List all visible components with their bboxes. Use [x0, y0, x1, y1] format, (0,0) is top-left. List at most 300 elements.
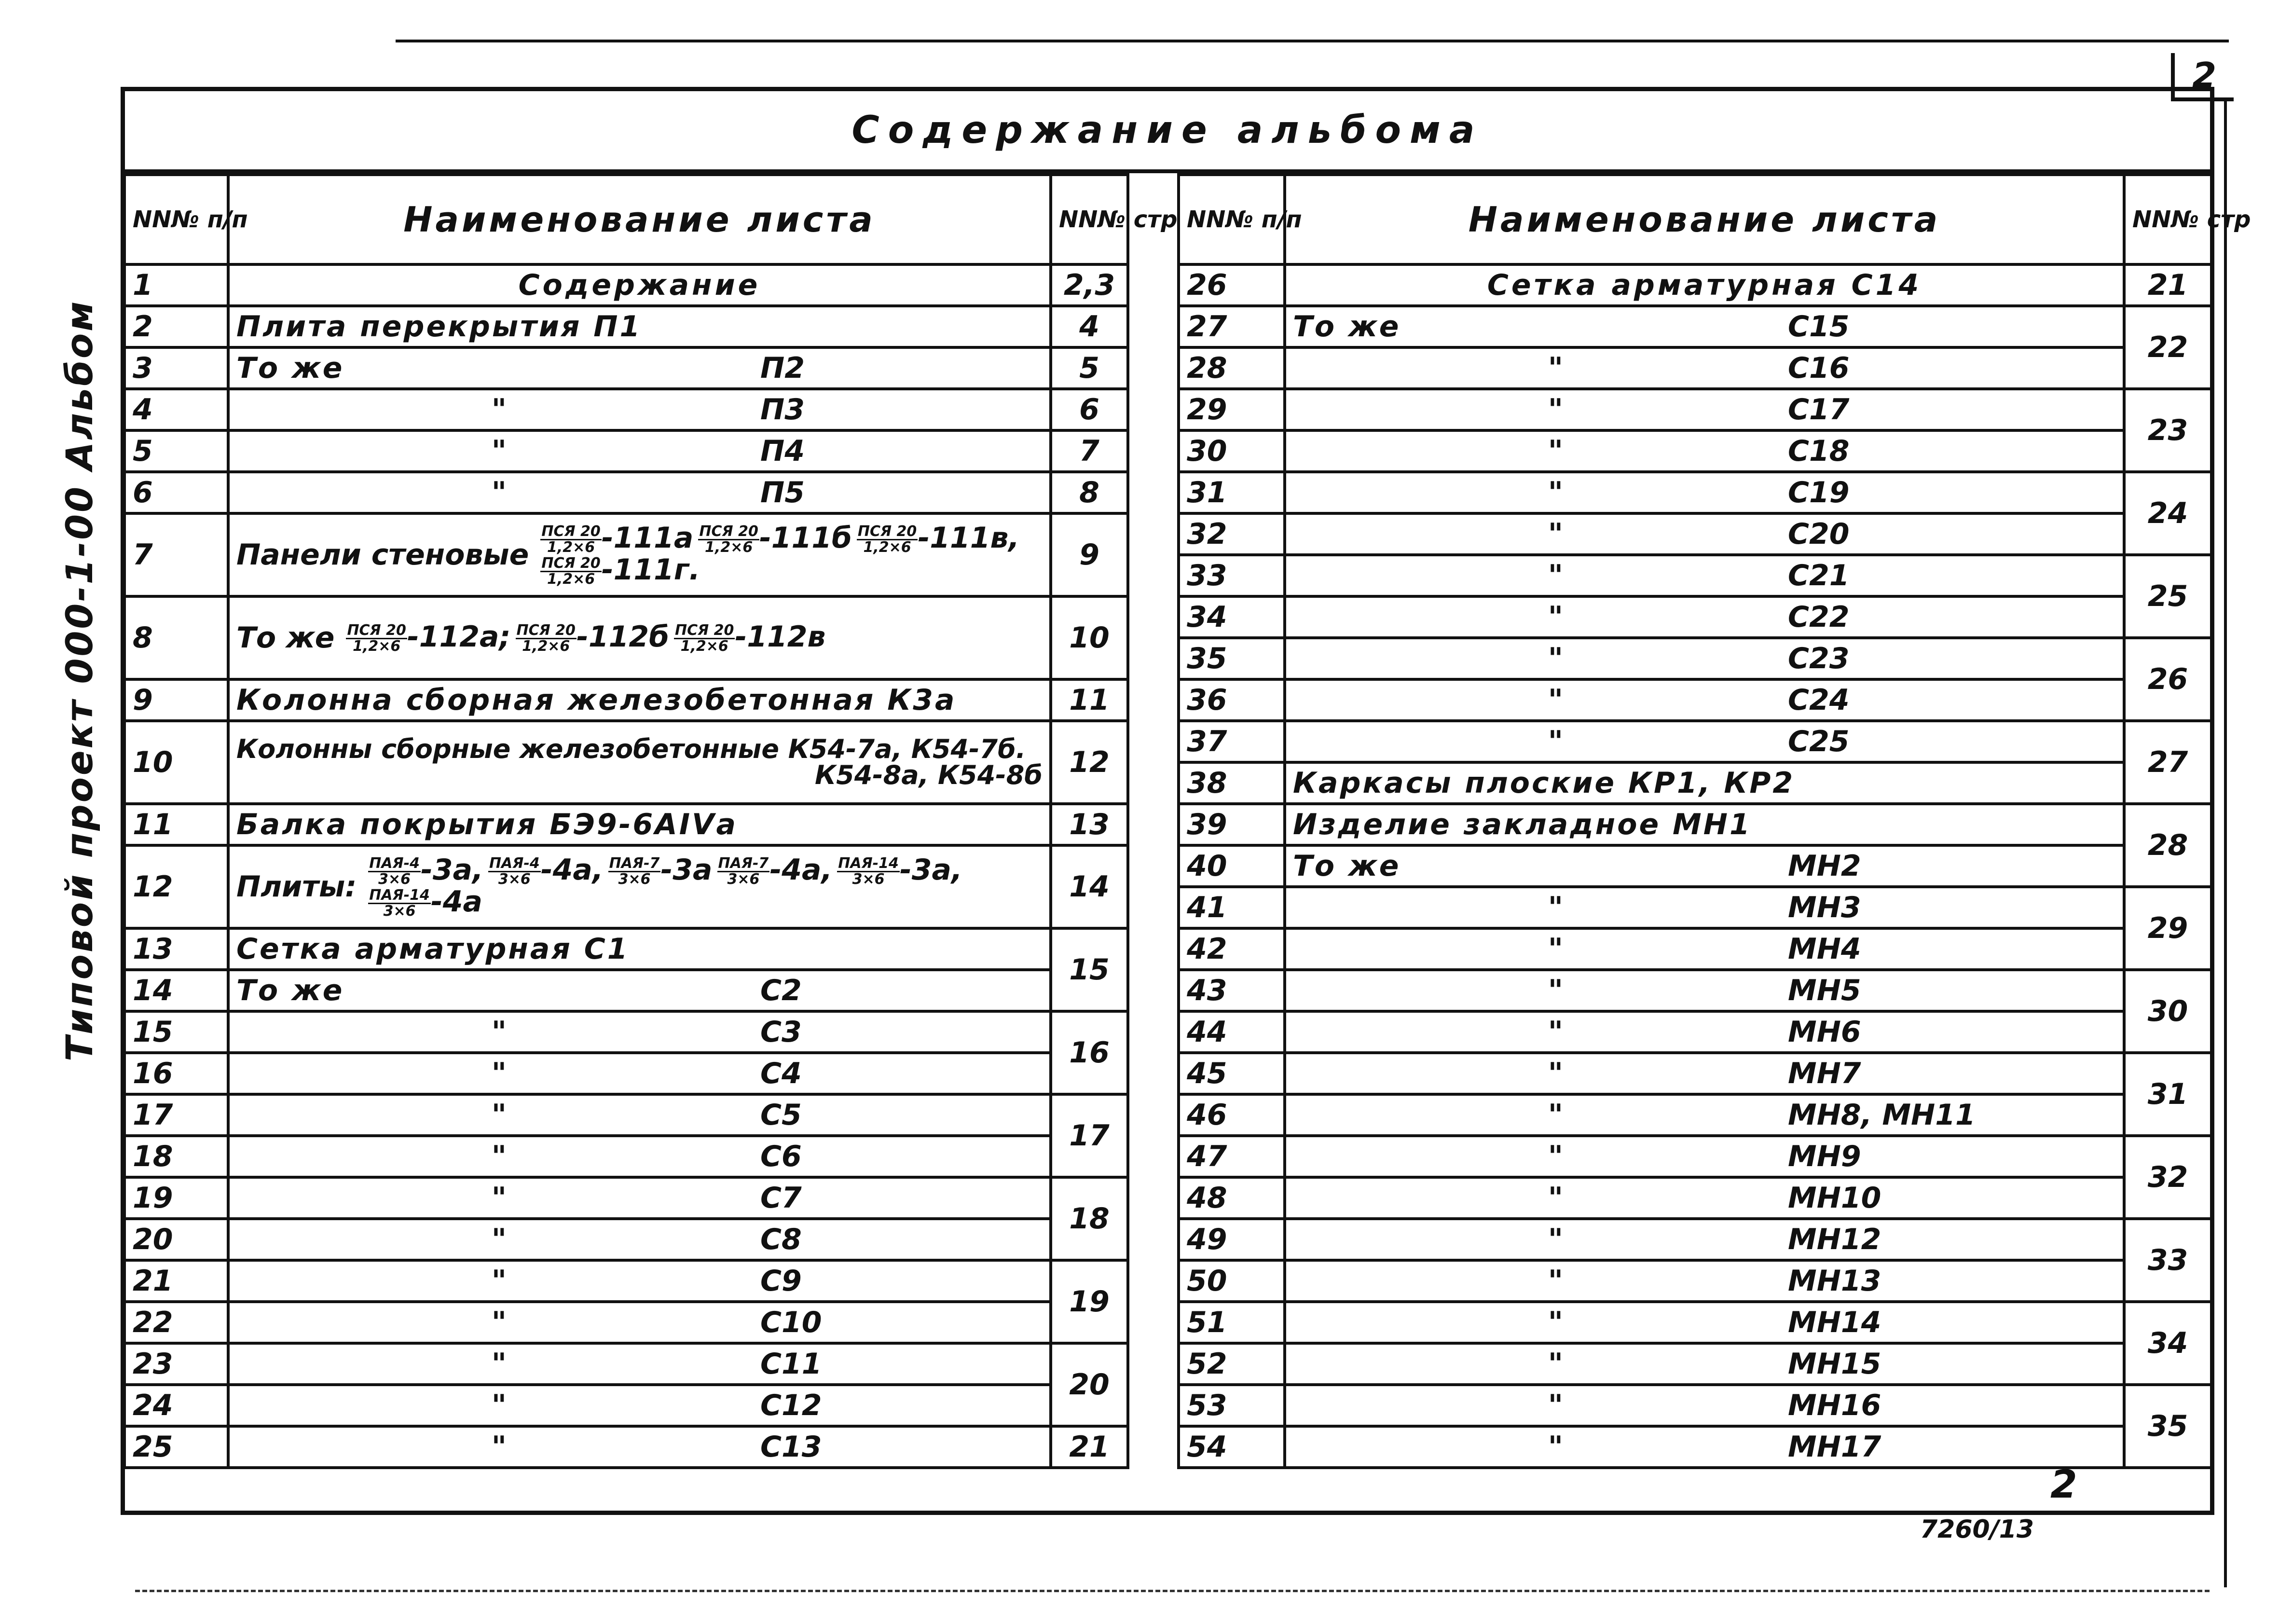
mark-fraction	[717, 856, 770, 887]
page-number-cell: 27	[2124, 721, 2211, 804]
table-row	[1179, 513, 2211, 555]
table-row	[1179, 1219, 2211, 1260]
sheet-code: С10	[760, 1306, 822, 1339]
page-number-cell: 29	[2124, 887, 2211, 970]
sheet-name	[228, 679, 1051, 721]
sheet-code: П5	[760, 476, 805, 509]
table-row	[124, 1219, 1128, 1260]
sheet-name-text: "	[1548, 725, 1563, 758]
sheet-name	[1285, 721, 2124, 762]
table-row	[1179, 1343, 2211, 1385]
row-number: 6	[124, 472, 228, 513]
sheet-name	[228, 1426, 1051, 1468]
table-row	[1179, 804, 2211, 845]
mark-suffix: -111а	[601, 521, 694, 555]
sheet-code: П2	[760, 351, 805, 385]
table-row	[1179, 472, 2211, 513]
sheet-name	[1285, 1426, 2124, 1468]
sheet-name	[1285, 1094, 2124, 1136]
table-row	[1179, 1177, 2211, 1219]
page-number-cell: 10	[1051, 596, 1128, 679]
mark-denominator: 1,2×6	[680, 638, 728, 655]
panel-marks	[540, 523, 1047, 587]
page-number-cell: 24	[2124, 472, 2211, 555]
table-row	[124, 1302, 1128, 1343]
sheet-code: С16	[1788, 351, 1850, 385]
table-row	[124, 1426, 1128, 1468]
sheet-code: С5	[760, 1098, 802, 1132]
row-number: 48	[1179, 1177, 1285, 1219]
page-title: Содержание альбома	[125, 91, 2210, 173]
page-number-cell: 23	[2124, 389, 2211, 472]
row-number: 5	[124, 430, 228, 472]
table-row	[124, 513, 1128, 596]
table-row	[1179, 679, 2211, 721]
page-number-cell: 34	[2124, 1302, 2211, 1385]
row-number: 31	[1179, 472, 1285, 513]
table-row	[124, 804, 1128, 845]
page-number-cell: 26	[2124, 638, 2211, 721]
mark-denominator: 3×6	[618, 871, 651, 888]
sheet-name-text: "	[1548, 393, 1563, 427]
sheet-code: МН10	[1788, 1181, 1881, 1215]
header-num: NN№ п/п	[1179, 175, 1285, 264]
sheet-name	[1285, 679, 2124, 721]
sheet-name	[228, 513, 1051, 596]
mark-suffix: -111в,	[918, 521, 1020, 555]
sheet-name	[1285, 347, 2124, 389]
table-row	[1179, 887, 2211, 928]
sheet-name	[228, 347, 1051, 389]
sheet-code: С24	[1788, 683, 1850, 717]
page-number-cell: 2,3	[1051, 264, 1128, 306]
sheet-name-text: "	[1548, 683, 1563, 717]
panel-mark	[674, 622, 826, 654]
table-header-row	[1179, 175, 2211, 264]
sheet-name	[1285, 887, 2124, 928]
mark-suffix: -4а,	[769, 853, 833, 887]
row-number: 52	[1179, 1343, 1285, 1385]
table-row	[1179, 845, 2211, 887]
sheet-name	[1285, 970, 2124, 1011]
mark-suffix: -4а	[430, 884, 482, 919]
page-number-cell: 7	[1051, 430, 1128, 472]
sheet-code: МН3	[1788, 891, 1861, 924]
sheet-name-text: "	[491, 1264, 507, 1298]
sheet-name	[1285, 555, 2124, 596]
sheet-name	[1285, 1219, 2124, 1260]
sheet-name	[228, 970, 1051, 1011]
sheet-code: С12	[760, 1389, 822, 1422]
panel-mark	[837, 855, 962, 887]
page-number-cell: 21	[2124, 264, 2211, 306]
mark-denominator: 1,2×6	[863, 539, 911, 556]
sheet-name	[228, 472, 1051, 513]
sheet-code: МН7	[1788, 1057, 1861, 1090]
sheet-name	[228, 1011, 1051, 1053]
page-number-cell: 35	[2124, 1385, 2211, 1468]
table-header-row	[124, 175, 1128, 264]
sheet-name	[228, 1260, 1051, 1302]
mark-numerator: ПАЯ-7	[609, 855, 660, 872]
row-number: 53	[1179, 1385, 1285, 1426]
row-number: 8	[124, 596, 228, 679]
mark-denominator: 1,2×6	[547, 570, 595, 588]
row-number: 16	[124, 1053, 228, 1094]
panel-mark	[368, 884, 482, 920]
row-number: 2	[124, 306, 228, 347]
sheet-code: С25	[1788, 725, 1850, 758]
sheet-code: МН6	[1788, 1015, 1861, 1049]
mark-suffix: -111б	[759, 521, 852, 555]
sheet-name	[1285, 1385, 2124, 1426]
panel-mark	[368, 855, 483, 887]
sheet-name	[1285, 1053, 2124, 1094]
sheet-name-text: Изделие закладное МН1	[1293, 808, 1752, 841]
row-number: 14	[124, 970, 228, 1011]
row-number: 39	[1179, 804, 1285, 845]
sheet-code: МН5	[1788, 974, 1861, 1007]
sheet-name	[1285, 1302, 2124, 1343]
row-number: 4	[124, 389, 228, 430]
page-number-cell: 28	[2124, 804, 2211, 887]
mark-fraction	[540, 524, 601, 555]
row-number: 45	[1179, 1053, 1285, 1094]
panel-mark	[857, 523, 1019, 555]
sheet-name-text: "	[491, 434, 507, 468]
mark-numerator: ПАЯ-4	[489, 855, 540, 872]
mark-denominator: 3×6	[852, 871, 885, 888]
sheet-name	[228, 1219, 1051, 1260]
sheet-name	[228, 1053, 1051, 1094]
sheet-name	[1285, 596, 2124, 638]
sheet-name	[228, 1094, 1051, 1136]
sheet-code: С2	[760, 974, 802, 1007]
table-row	[1179, 555, 2211, 596]
sheet-code: МН2	[1788, 849, 1861, 883]
sheet-name-text: "	[1548, 1347, 1563, 1381]
sheet-name-text: "	[1548, 1264, 1563, 1298]
mark-fraction	[516, 623, 577, 654]
sheet-name	[228, 845, 1051, 928]
page-number-cell: 12	[1051, 721, 1128, 804]
sheet-code: МН9	[1788, 1140, 1861, 1173]
sheet-name	[228, 804, 1051, 845]
sheet-name-text: "	[1548, 517, 1563, 551]
row-number: 50	[1179, 1260, 1285, 1302]
mark-suffix: -4а,	[540, 853, 604, 887]
page-number-cell: 30	[2124, 970, 2211, 1053]
page-number-cell: 4	[1051, 306, 1128, 347]
row-number: 33	[1179, 555, 1285, 596]
sheet-name	[1285, 928, 2124, 970]
table-row	[1179, 1260, 2211, 1302]
row-number: 37	[1179, 721, 1285, 762]
sheet-name	[1285, 430, 2124, 472]
sheet-code: С23	[1788, 642, 1850, 675]
sheet-name-text: Плита перекрытия П1	[236, 310, 642, 344]
sheet-code: С13	[760, 1430, 822, 1464]
mark-numerator: ПСЯ 20	[541, 523, 601, 540]
sheet-code: С6	[760, 1140, 802, 1173]
mark-numerator: ПАЯ-7	[718, 855, 769, 872]
mark-fraction	[488, 856, 541, 887]
sheet-name	[228, 389, 1051, 430]
table-row	[124, 1011, 1128, 1053]
sheet-name-text: "	[1548, 1223, 1563, 1256]
sheet-name	[1285, 1177, 2124, 1219]
right-border-line	[2224, 101, 2227, 1587]
sheet-name-text: Колонны сборные железобетонные К54-7а, К54-7б.	[236, 734, 1026, 764]
mark-fraction	[540, 556, 601, 587]
table-row	[124, 596, 1128, 679]
sheet-code: С3	[760, 1015, 802, 1049]
sheet-name-text: "	[1548, 1389, 1563, 1422]
row-number: 30	[1179, 430, 1285, 472]
mark-denominator: 3×6	[378, 871, 411, 888]
mark-denominator: 1,2×6	[522, 638, 570, 655]
sheet-code: МН4	[1788, 932, 1861, 966]
sheet-name-text: "	[1548, 600, 1563, 634]
table-row	[1179, 264, 2211, 306]
sheet-name	[1285, 306, 2124, 347]
page-number-cell: 15	[1051, 928, 1128, 1011]
page-number-cell: 31	[2124, 1053, 2211, 1136]
table-row	[1179, 596, 2211, 638]
sheet-name-text: То же	[236, 621, 335, 655]
sheet-name-text: "	[1548, 891, 1563, 924]
sheet-name-text: Содержание	[518, 268, 761, 302]
mark-suffix: -3а,	[899, 853, 962, 887]
sheet-name-text: "	[491, 1347, 507, 1381]
sheet-name	[1285, 513, 2124, 555]
row-number: 24	[124, 1385, 228, 1426]
table-row	[1179, 389, 2211, 430]
row-number: 3	[124, 347, 228, 389]
sheet-code: МН13	[1788, 1264, 1881, 1298]
mark-fraction	[674, 623, 735, 654]
sheet-number: 2	[2171, 53, 2234, 101]
page-number-cell: 6	[1051, 389, 1128, 430]
sheet-name	[228, 1177, 1051, 1219]
row-number: 15	[124, 1011, 228, 1053]
page-number-cell: 17	[1051, 1094, 1128, 1177]
table-row	[124, 970, 1128, 1011]
top-border-line	[396, 40, 2229, 42]
row-number: 47	[1179, 1136, 1285, 1177]
sheet-name	[1285, 1343, 2124, 1385]
row-number: 49	[1179, 1219, 1285, 1260]
panel-mark	[540, 523, 693, 555]
page-number-cell: 19	[1051, 1260, 1128, 1343]
row-number: 19	[124, 1177, 228, 1219]
table-row	[1179, 430, 2211, 472]
mark-denominator: 1,2×6	[547, 539, 595, 556]
row-number: 10	[124, 721, 228, 804]
sheet-code: МН14	[1788, 1306, 1881, 1339]
sheet-name	[1285, 389, 2124, 430]
table-row	[124, 1385, 1128, 1426]
panel-mark	[717, 855, 833, 887]
row-number: 38	[1179, 762, 1285, 804]
sheet-name-text: Сетка арматурная С14	[1487, 268, 1922, 302]
sheet-name-text: Сетка арматурная С1	[236, 932, 630, 966]
table-row	[1179, 1011, 2211, 1053]
row-number: 26	[1179, 264, 1285, 306]
mark-fraction	[837, 856, 900, 887]
sheet-code: С4	[760, 1057, 802, 1090]
page-number-cell: 8	[1051, 472, 1128, 513]
contents-table-left	[123, 173, 1178, 1469]
left-table-body	[124, 264, 1128, 1468]
row-number: 23	[124, 1343, 228, 1385]
right-table-body	[1179, 264, 2211, 1468]
sheet-name-text: "	[491, 1306, 507, 1339]
mark-numerator: ПСЯ 20	[674, 622, 734, 639]
page-number-cell: 13	[1051, 804, 1128, 845]
row-number: 7	[124, 513, 228, 596]
sheet-name	[1285, 1260, 2124, 1302]
sheet-code: С20	[1788, 517, 1850, 551]
sheet-code: С19	[1788, 476, 1850, 509]
sheet-name	[228, 1385, 1051, 1426]
page-number-cell: 20	[1051, 1343, 1128, 1426]
row-number: 46	[1179, 1094, 1285, 1136]
sheet-name-text: "	[1548, 1098, 1563, 1132]
page-number-cell: 9	[1051, 513, 1128, 596]
sheet-name-text: "	[491, 476, 507, 509]
page-number-cell: 16	[1051, 1011, 1128, 1094]
mark-numerator: ПСЯ 20	[699, 523, 758, 540]
row-number: 42	[1179, 928, 1285, 970]
table-row	[124, 1260, 1128, 1302]
table-row	[124, 1343, 1128, 1385]
panel-mark	[488, 855, 604, 887]
table-row	[1179, 762, 2211, 804]
table-row	[124, 1053, 1128, 1094]
panel-mark	[540, 552, 700, 588]
mark-fraction	[857, 524, 918, 555]
sheet-code: П4	[760, 434, 805, 468]
row-number: 18	[124, 1136, 228, 1177]
sheet-name	[228, 596, 1051, 679]
sheet-name-text: "	[491, 1057, 507, 1090]
sheet-name	[1285, 264, 2124, 306]
sheet-name-text: "	[1548, 1306, 1563, 1339]
table-row	[1179, 1136, 2211, 1177]
sheet-name	[1285, 762, 2124, 804]
table-row	[124, 264, 1128, 306]
header-name: Наименование листа	[228, 175, 1051, 264]
page-number-cell: 11	[1051, 679, 1128, 721]
mark-fraction	[346, 623, 407, 654]
table-row	[124, 845, 1128, 928]
mark-denominator: 1,2×6	[705, 539, 753, 556]
sheet-name-text: "	[491, 1015, 507, 1049]
sheet-name-text: "	[1548, 476, 1563, 509]
sheet-code: С17	[1788, 393, 1850, 427]
sheet-name	[228, 1136, 1051, 1177]
row-number: 20	[124, 1219, 228, 1260]
panel-marks	[368, 855, 1043, 919]
table-row	[124, 1136, 1128, 1177]
sheet-name	[228, 306, 1051, 347]
table-row	[1179, 928, 2211, 970]
mark-suffix: -112в	[735, 620, 826, 654]
mark-suffix: -3а	[660, 853, 713, 887]
sheet-code: МН16	[1788, 1389, 1881, 1422]
sheet-name	[1285, 472, 2124, 513]
sheet-name	[228, 721, 1051, 804]
mark-suffix: -112а;	[407, 620, 511, 654]
header-name: Наименование листа	[1285, 175, 2124, 264]
table-row	[124, 347, 1128, 389]
sheet-name-text: "	[1548, 642, 1563, 675]
archive-stamp: 7260/13	[1920, 1515, 2034, 1544]
panel-mark	[516, 622, 669, 654]
row-number: 34	[1179, 596, 1285, 638]
table-row	[1179, 1385, 2211, 1426]
table-row	[1179, 306, 2211, 347]
sheet-code: С11	[760, 1347, 822, 1381]
row-number: 32	[1179, 513, 1285, 555]
mark-suffix: -3а,	[421, 853, 483, 887]
sheet-name-text: "	[491, 1140, 507, 1173]
header-page: NN№ стр	[1051, 175, 1128, 264]
sheet-name	[1285, 1011, 2124, 1053]
sheet-code: С8	[760, 1223, 802, 1256]
row-number: 22	[124, 1302, 228, 1343]
row-number: 9	[124, 679, 228, 721]
sheet-code: С7	[760, 1181, 802, 1215]
panel-mark	[346, 622, 510, 654]
page-number-cell: 18	[1051, 1177, 1128, 1260]
row-number: 51	[1179, 1302, 1285, 1343]
sheet-name	[1285, 638, 2124, 679]
sheet-name-text: Балка покрытия БЭ9-6АIVа	[236, 808, 738, 841]
sheet-name	[1285, 804, 2124, 845]
panel-mark	[608, 855, 713, 887]
header-page: NN№ стр	[2124, 175, 2211, 264]
mark-fraction	[608, 856, 661, 887]
table-row	[1179, 721, 2211, 762]
page-number-cell: 33	[2124, 1219, 2211, 1302]
row-number: 11	[124, 804, 228, 845]
sheet-name-text: "	[1548, 1140, 1563, 1173]
page-number-cell: 25	[2124, 555, 2211, 638]
page-number-cell: 5	[1051, 347, 1128, 389]
row-number: 41	[1179, 887, 1285, 928]
sheet-name	[228, 264, 1051, 306]
mark-numerator: ПАЯ-14	[369, 886, 430, 904]
table-row	[1179, 1094, 2211, 1136]
sheet-name-text: То же	[1293, 849, 1401, 883]
bottom-cut-line	[135, 1590, 2210, 1592]
table-row	[124, 1094, 1128, 1136]
mark-denominator: 1,2×6	[353, 638, 401, 655]
sheet-name	[228, 430, 1051, 472]
row-number: 17	[124, 1094, 228, 1136]
mark-numerator: ПАЯ-14	[838, 855, 899, 872]
mark-suffix: -112б	[576, 620, 669, 654]
row-number: 35	[1179, 638, 1285, 679]
table-row	[1179, 638, 2211, 679]
row-number: 44	[1179, 1011, 1285, 1053]
sheet-name	[228, 1302, 1051, 1343]
row-number: 43	[1179, 970, 1285, 1011]
side-project-label: Типовой проект 000-1-00 Альбом	[58, 299, 101, 1061]
page-number-cell: 21	[1051, 1426, 1128, 1468]
